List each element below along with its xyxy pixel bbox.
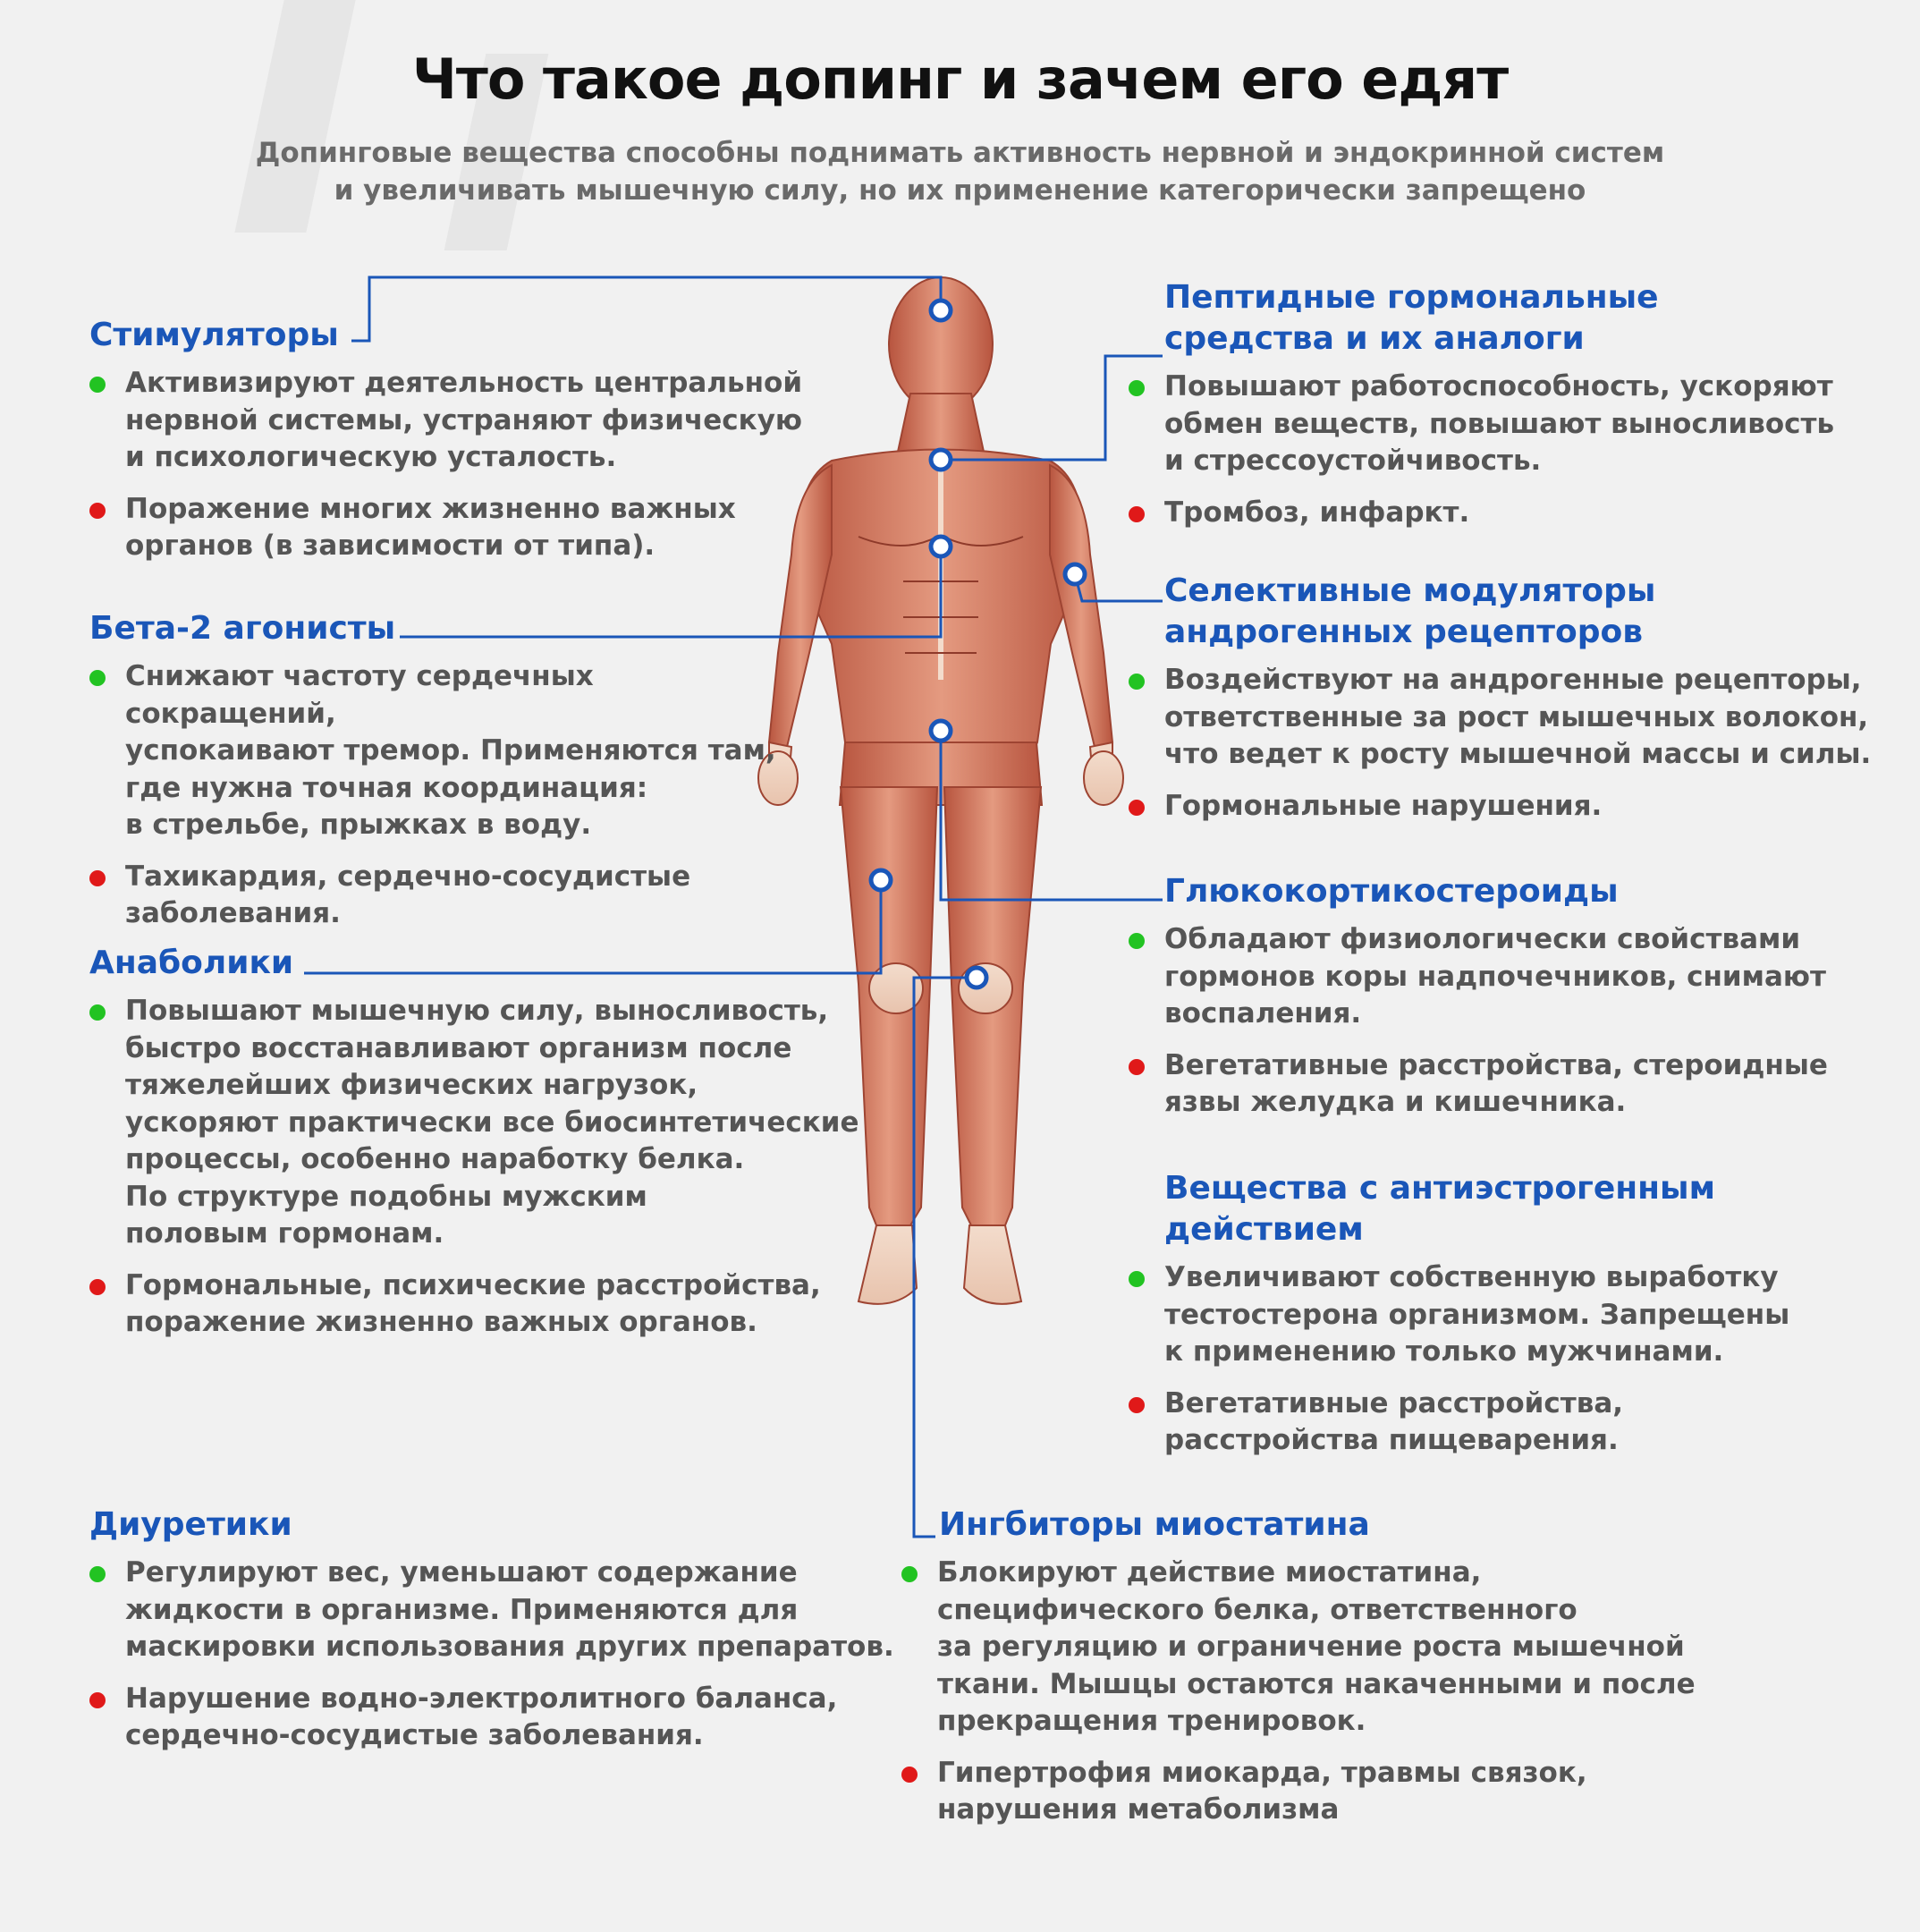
marker-neck bbox=[931, 450, 951, 470]
positive-dot-icon bbox=[89, 670, 106, 686]
section-myostatin-inhibitors bbox=[901, 1504, 1796, 1843]
marker-chest bbox=[931, 537, 951, 556]
positive-effect: Повышают мышечную силу, выносливость, быстро восстанавливают организм после тяжелейших физических нагрузок, ускоряют практически все биосинтетические процессы, особенно наработку белка. По структуре подобны мужским половым гормонам. bbox=[89, 993, 876, 1253]
negative-dot-icon bbox=[1129, 1397, 1145, 1413]
section-stimulants bbox=[89, 315, 805, 580]
positive-effect: Воздействуют на андрогенные рецепторы, ответственные за рост мышечных волокон, что ведет к росту мышечной массы и силы. bbox=[1129, 662, 1898, 774]
positive-dot-icon bbox=[1129, 933, 1145, 949]
negative-effect: Вегетативные расстройства, стероидные язвы желудка и кишечника. bbox=[1129, 1047, 1898, 1122]
section-title: Анаболики bbox=[89, 945, 294, 981]
positive-dot-icon bbox=[1129, 674, 1145, 690]
negative-effect: Вегетативные расстройства, расстройства пищеварения. bbox=[1129, 1385, 1898, 1460]
positive-dot-icon bbox=[89, 1004, 106, 1021]
section-sarm bbox=[1129, 571, 1898, 839]
negative-dot-icon bbox=[89, 503, 106, 519]
section-title: Бета-2 агонисты bbox=[89, 610, 396, 647]
positive-dot-icon bbox=[1129, 380, 1145, 396]
positive-dot-icon bbox=[1129, 1271, 1145, 1287]
negative-effect: Тахикардия, сердечно-сосудистые заболевания. bbox=[89, 859, 805, 933]
section-beta2-agonists bbox=[89, 608, 805, 947]
page-subtitle: Допинговые вещества способны поднимать активность нервной и эндокринной систем и увеличивать мышечную силу, но их применение категорически запрещено bbox=[255, 137, 1665, 207]
section-title: Вещества с антиэстрогенным действием bbox=[1164, 1170, 1716, 1248]
marker-arm bbox=[1065, 564, 1085, 584]
marker-thigh bbox=[871, 870, 891, 890]
positive-dot-icon bbox=[89, 1566, 106, 1582]
negative-effect: Гормональные, психические расстройства, поражение жизненно важных органов. bbox=[89, 1267, 876, 1342]
positive-effect: Блокируют действие миостатина, специфического белка, ответственного за регуляцию и ограничение роста мышечной ткани. Мышцы остаются накаченными и после прекращения тренировок. bbox=[901, 1555, 1796, 1741]
section-title: Селективные модуляторы андрогенных рецепторов bbox=[1164, 572, 1656, 650]
section-title: Глюкокортикостероиды bbox=[1164, 873, 1619, 910]
negative-dot-icon bbox=[1129, 506, 1145, 522]
section-title: Пептидные гормональные средства и их аналоги bbox=[1164, 279, 1659, 357]
section-peptide-hormones bbox=[1129, 277, 1898, 546]
positive-effect: Активизируют деятельность центральной нервной системы, устраняют физическую и психологическую усталость. bbox=[89, 365, 805, 477]
positive-effect: Увеличивают собственную выработку тестостерона организмом. Запрещены к применению только мужчинами. bbox=[1129, 1259, 1898, 1371]
negative-dot-icon bbox=[89, 1279, 106, 1295]
positive-dot-icon bbox=[901, 1566, 918, 1582]
positive-effect: Снижают частоту сердечных сокращений, успокаивают тремор. Применяются там, где нужна точная координация: в стрельбе, прыжках в воду. bbox=[89, 658, 805, 844]
positive-effect: Повышают работоспособность, ускоряют обмен веществ, повышают выносливость и стрессоустойчивость. bbox=[1129, 369, 1898, 480]
section-glucocorticoids bbox=[1129, 871, 1898, 1136]
negative-effect: Гипертрофия миокарда, травмы связок, нарушения метаболизма bbox=[901, 1755, 1796, 1829]
negative-effect: Гормональные нарушения. bbox=[1129, 788, 1898, 826]
positive-dot-icon bbox=[89, 377, 106, 393]
section-diuretics bbox=[89, 1504, 894, 1769]
section-anabolics bbox=[89, 943, 876, 1356]
negative-effect: Нарушение водно-электролитного баланса, сердечно-сосудистые заболевания. bbox=[89, 1681, 894, 1755]
negative-dot-icon bbox=[89, 870, 106, 886]
negative-dot-icon bbox=[1129, 800, 1145, 816]
section-title: Стимуляторы bbox=[89, 317, 339, 353]
marker-pelvis bbox=[931, 721, 951, 741]
negative-dot-icon bbox=[89, 1692, 106, 1708]
page-title: Что такое допинг и зачем его едят bbox=[411, 47, 1509, 112]
marker-head bbox=[931, 301, 951, 320]
negative-effect: Поражение многих жизненно важных органов (в зависимости от типа). bbox=[89, 491, 805, 565]
negative-dot-icon bbox=[901, 1767, 918, 1783]
section-title: Ингбиторы миостатина bbox=[939, 1506, 1370, 1543]
section-title: Диуретики bbox=[89, 1506, 292, 1543]
negative-effect: Тромбоз, инфаркт. bbox=[1129, 495, 1898, 532]
marker-knee bbox=[967, 968, 986, 987]
negative-dot-icon bbox=[1129, 1059, 1145, 1075]
positive-effect: Регулируют вес, уменьшают содержание жидкости в организме. Применяются для маскировки использования других препаратов. bbox=[89, 1555, 894, 1666]
positive-effect: Обладают физиологически свойствами гормонов коры надпочечников, снимают воспаления. bbox=[1129, 921, 1898, 1033]
section-antiestrogens bbox=[1129, 1168, 1898, 1474]
